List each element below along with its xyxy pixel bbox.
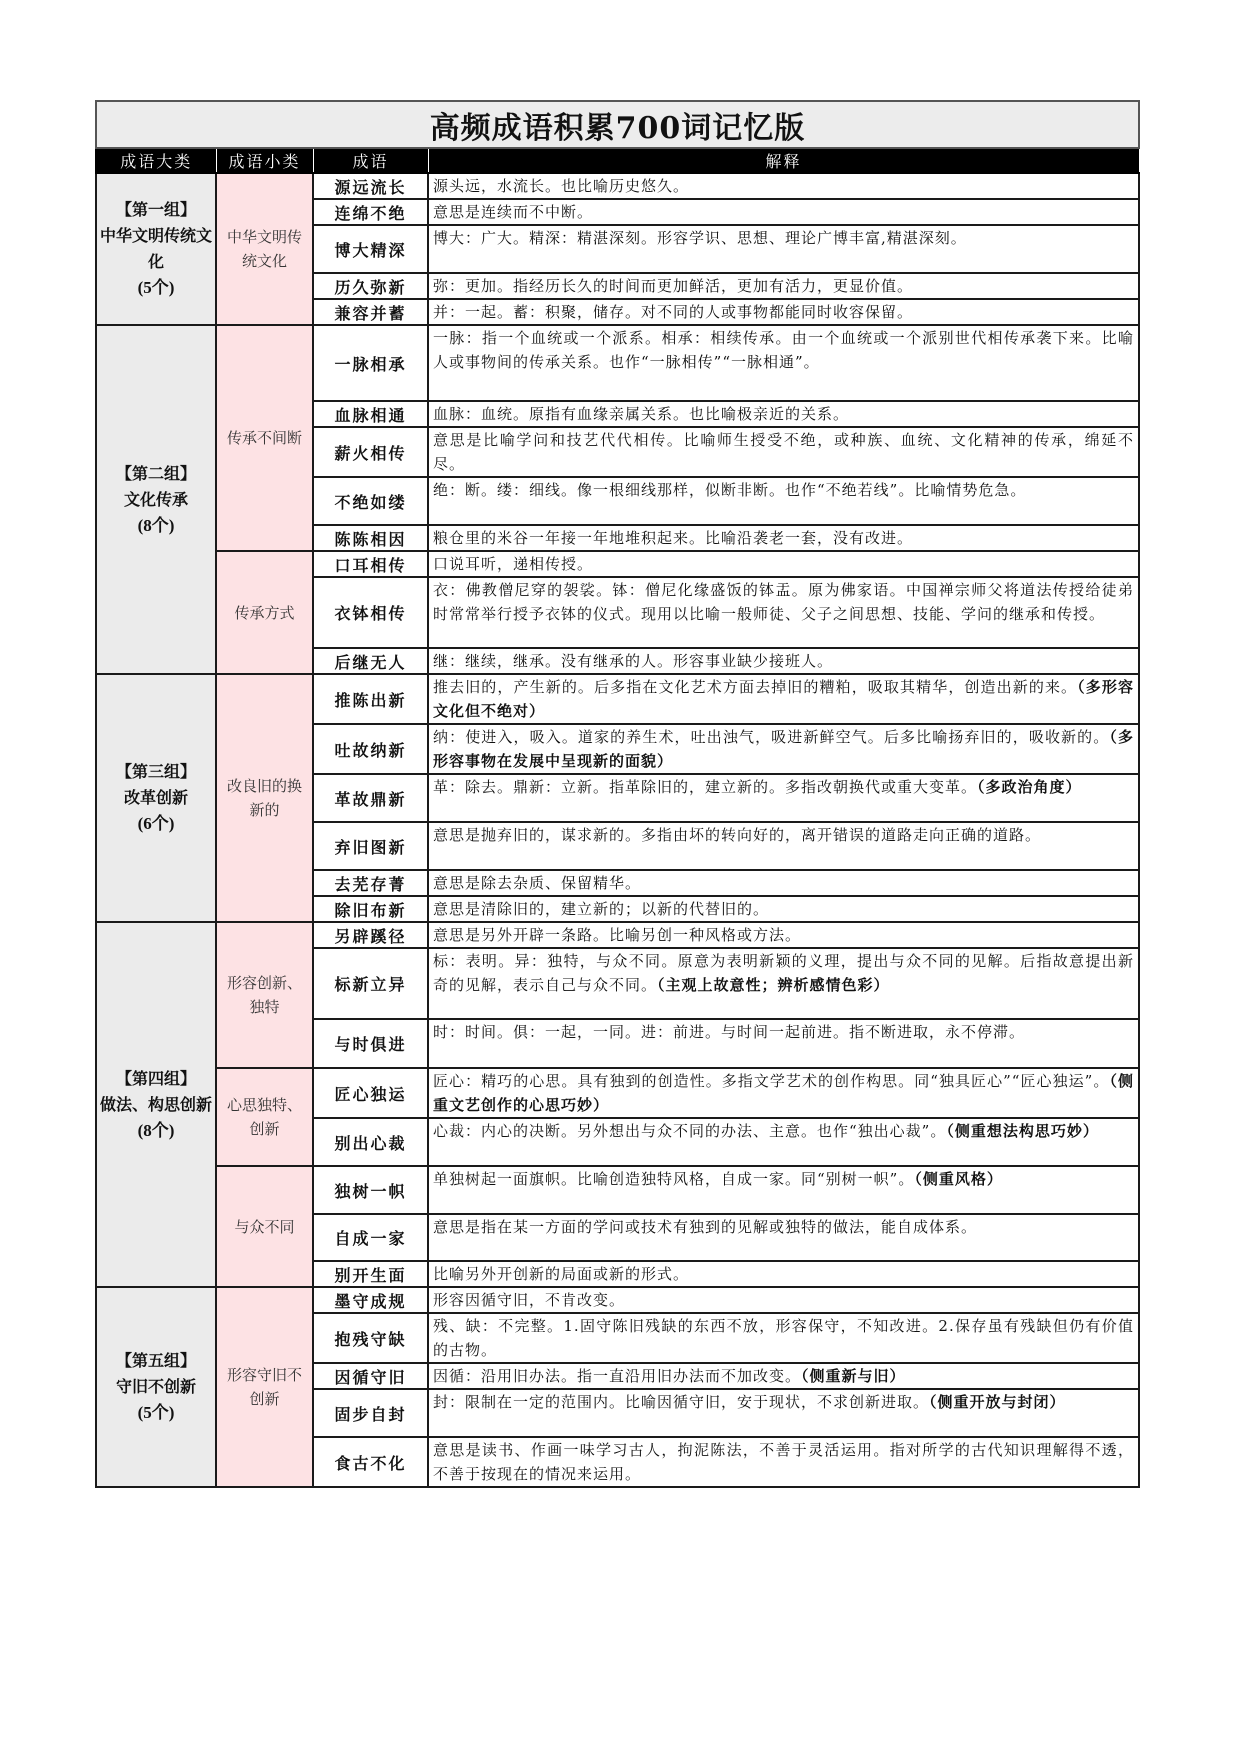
explanation-text: 弥：更加。指经历长久的时间而更加鲜活，更加有活力，更显价值。 (433, 277, 914, 295)
explanation-cell (428, 551, 1139, 577)
subgroup-cell: 形容守旧不创新 (216, 1287, 313, 1487)
explanation-cell (428, 477, 1139, 525)
idiom-cell: 与时俱进 (313, 1019, 428, 1068)
explanation-note: （侧重文艺创作的心思巧妙） (433, 1072, 1134, 1114)
idiom-table (95, 100, 1140, 1488)
explanation-cell (428, 822, 1139, 870)
explanation-text: 推去旧的，产生新的。后多指在文化艺术方面去掉旧的糟粕，吸取其精华，创造出新的来。 (433, 678, 1078, 696)
idiom-cell: 别开生面 (313, 1261, 428, 1287)
column-header-idiom: 成语 (313, 148, 428, 173)
idiom-cell: 源远流长 (313, 173, 428, 199)
subgroup-cell: 与众不同 (216, 1166, 313, 1287)
column-header-subcategory: 成语小类 (216, 148, 313, 173)
column-header-explanation: 解释 (428, 148, 1139, 173)
idiom-cell: 吐故纳新 (313, 724, 428, 774)
group-cell (96, 173, 216, 325)
explanation-cell (428, 273, 1139, 299)
idiom-cell: 别出心裁 (313, 1118, 428, 1166)
explanation-note: （侧重新与旧） (801, 1367, 906, 1385)
explanation-text: 时：时间。俱：一起，一同。进：前进。与时间一起前进。指不断进取，永不停滞。 (433, 1023, 1026, 1041)
explanation-text: 血脉：血统。原指有血缘亲属关系。也比喻极亲近的关系。 (433, 405, 850, 423)
table-row (96, 674, 1139, 724)
explanation-note: （多形容文化但不绝对） (433, 678, 1134, 720)
explanation-text: 一脉：指一个血统或一个派系。相承：相续传承。由一个血统或一个派别世代相传承袭下来。比喻人或事物间的传承关系。也作“一脉相传”“一脉相通”。 (433, 329, 1134, 371)
idiom-cell: 独树一帜 (313, 1166, 428, 1214)
group-cell (96, 325, 216, 674)
table-row (96, 1068, 1139, 1118)
table-row (96, 1166, 1139, 1214)
table-row (96, 922, 1139, 948)
table-row (96, 325, 1139, 401)
idiom-cell: 另辟蹊径 (313, 922, 428, 948)
idiom-cell: 一脉相承 (313, 325, 428, 401)
group-cell (96, 674, 216, 922)
explanation-note: （多政治角度） (977, 778, 1082, 796)
idiom-cell: 除旧布新 (313, 896, 428, 922)
idiom-cell: 血脉相通 (313, 401, 428, 427)
group-label: 【第三组】 (115, 762, 196, 781)
idiom-cell: 匠心独运 (313, 1068, 428, 1118)
explanation-cell (428, 401, 1139, 427)
idiom-cell: 抱残守缺 (313, 1313, 428, 1363)
group-label: 【第五组】 (115, 1351, 196, 1370)
group-name: 做法、构思创新 (99, 1094, 212, 1114)
explanation-text: 口说耳听，递相传授。 (433, 555, 594, 573)
idiom-cell: 标新立异 (313, 948, 428, 1019)
explanation-cell (428, 922, 1139, 948)
explanation-text: 意思是另外开辟一条路。比喻另创一种风格或方法。 (433, 926, 802, 944)
explanation-text: 源头远，水流长。也比喻历史悠久。 (433, 177, 690, 195)
explanation-cell (428, 1389, 1139, 1437)
explanation-cell (428, 427, 1139, 477)
explanation-text: 因循：沿用旧办法。指一直沿用旧办法而不加改变。 (433, 1367, 802, 1385)
idiom-cell: 历久弥新 (313, 273, 428, 299)
table-body (96, 173, 1139, 1487)
group-name: 文化传承 (123, 489, 188, 509)
idiom-cell: 不绝如缕 (313, 477, 428, 525)
idiom-cell: 固步自封 (313, 1389, 428, 1437)
explanation-text: 心裁：内心的决断。另外想出与众不同的办法、主意。也作“独出心裁”。 (433, 1122, 947, 1140)
group-name: 守旧不创新 (115, 1377, 196, 1396)
explanation-cell (428, 1363, 1139, 1389)
idiom-cell: 去芜存菁 (313, 870, 428, 896)
explanation-text: 博大：广大。精深：精湛深刻。形容学识、思想、理论广博丰富,精湛深刻。 (433, 229, 967, 247)
explanation-note: （主观上故意性；辨析感情色彩） (657, 976, 890, 994)
explanation-cell (428, 774, 1139, 822)
explanation-text: 匠心：精巧的心思。具有独到的创造性。多指文学艺术的创作构思。同“独具匠心”“匠心独运”。 (433, 1072, 1110, 1090)
subgroup-cell: 中华文明传统文化 (216, 173, 313, 325)
idiom-cell: 革故鼎新 (313, 774, 428, 822)
explanation-cell (428, 1261, 1139, 1287)
group-count: (8个) (137, 1120, 175, 1140)
group-label: 【第四组】 (115, 1068, 196, 1088)
explanation-cell (428, 896, 1139, 922)
explanation-text: 纳：使进入，吸入。道家的养生术，吐出浊气，吸进新鲜空气。后多比喻扬弃旧的，吸收新的。 (433, 728, 1110, 746)
explanation-text: 比喻另外开创新的局面或新的形式。 (433, 1265, 690, 1283)
group-label: 【第二组】 (115, 463, 196, 483)
explanation-text: 继：继续，继承。没有继承的人。形容事业缺少接班人。 (433, 652, 834, 670)
explanation-text: 意思是读书、作画一味学习古人，拘泥陈法，不善于灵活运用。指对所学的古代知识理解得不透，不善于按现在的情况来运用。 (433, 1441, 1134, 1483)
explanation-cell (428, 724, 1139, 774)
explanation-cell (428, 525, 1139, 551)
explanation-text: 意思是连续而不中断。 (433, 203, 594, 221)
explanation-cell (428, 299, 1139, 325)
idiom-cell: 博大精深 (313, 225, 428, 273)
group-count: (8个) (137, 515, 175, 535)
explanation-cell (428, 325, 1139, 401)
explanation-text: 单独树起一面旗帜。比喻创造独特风格，自成一家。同“别树一帜”。 (433, 1170, 915, 1188)
explanation-cell (428, 1118, 1139, 1166)
group-cell (96, 922, 216, 1287)
idiom-cell: 墨守成规 (313, 1287, 428, 1313)
explanation-note: （侧重风格） (914, 1170, 1003, 1188)
idiom-cell: 食古不化 (313, 1437, 428, 1487)
explanation-text: 意思是抛弃旧的，谋求新的。多指由坏的转向好的，离开错误的道路走向正确的道路。 (433, 826, 1042, 844)
explanation-note: （侧重开放与封闭） (929, 1393, 1066, 1411)
table-row (96, 173, 1139, 199)
subgroup-cell: 心思独特、创新 (216, 1068, 313, 1166)
explanation-note: （多形容事物在发展中呈现新的面貌） (433, 728, 1134, 770)
idiom-cell: 兼容并蓄 (313, 299, 428, 325)
explanation-text: 衣：佛教僧尼穿的袈裟。钵：僧尼化缘盛饭的钵盂。原为佛家语。中国禅宗师父将道法传授给徒弟时常常举行授予衣钵的仪式。现用以比喻一般师徒、父子之间思想、技能、学问的继承和传授。 (433, 581, 1134, 623)
subgroup-cell: 改良旧的换新的 (216, 674, 313, 922)
subgroup-cell: 形容创新、独特 (216, 922, 313, 1068)
explanation-cell (428, 1214, 1139, 1261)
explanation-cell (428, 948, 1139, 1019)
explanation-text: 意思是比喻学问和技艺代代相传。比喻师生授受不绝，或种族、血统、文化精神的传承，绵延不尽。 (433, 431, 1134, 473)
explanation-text: 革：除去。鼎新：立新。指革除旧的，建立新的。多指改朝换代或重大变革。 (433, 778, 978, 796)
page-title: 高频成语积累700词记忆版 (96, 101, 1139, 148)
group-count: (5个) (137, 1403, 175, 1422)
group-cell (96, 1287, 216, 1487)
idiom-cell: 推陈出新 (313, 674, 428, 724)
table-row (96, 551, 1139, 577)
idiom-cell: 弃旧图新 (313, 822, 428, 870)
idiom-cell: 连绵不绝 (313, 199, 428, 225)
idiom-cell: 口耳相传 (313, 551, 428, 577)
group-label: 【第一组】 (115, 200, 196, 219)
explanation-cell (428, 225, 1139, 273)
explanation-cell (428, 577, 1139, 648)
explanation-cell (428, 1019, 1139, 1068)
explanation-cell (428, 870, 1139, 896)
explanation-text: 意思是除去杂质、保留精华。 (433, 874, 642, 892)
idiom-cell: 自成一家 (313, 1214, 428, 1261)
explanation-text: 粮仓里的米谷一年接一年地堆积起来。比喻沿袭老一套，没有改进。 (433, 529, 914, 547)
explanation-cell (428, 1166, 1139, 1214)
explanation-text: 残、缺：不完整。1.固守陈旧残缺的东西不放，形容保守，不知改进。2.保存虽有残缺但仍有价值的古物。 (433, 1317, 1134, 1359)
explanation-cell (428, 1437, 1139, 1487)
explanation-note: （侧重想法构思巧妙） (946, 1122, 1099, 1140)
group-name: 中华文明传统文化 (99, 226, 212, 271)
explanation-text: 标：表明。异：独特，与众不同。原意为表明新颖的义理，提出与众不同的见解。后指故意提出新奇的见解，表示自己与众不同。 (433, 952, 1134, 994)
idiom-cell: 薪火相传 (313, 427, 428, 477)
table-header-row (96, 148, 1139, 173)
explanation-cell (428, 1313, 1139, 1363)
explanation-cell (428, 173, 1139, 199)
idiom-cell: 后继无人 (313, 648, 428, 674)
explanation-text: 形容因循守旧，不肯改变。 (433, 1291, 626, 1309)
explanation-cell (428, 648, 1139, 674)
explanation-cell (428, 199, 1139, 225)
subgroup-cell: 传承方式 (216, 551, 313, 674)
explanation-cell (428, 674, 1139, 724)
explanation-cell (428, 1068, 1139, 1118)
explanation-text: 并：一起。蓄：积聚，储存。对不同的人或事物都能同时收容保留。 (433, 303, 914, 321)
idiom-cell: 陈陈相因 (313, 525, 428, 551)
table-row (96, 1287, 1139, 1313)
idiom-sheet (95, 100, 1138, 1488)
explanation-cell (428, 1287, 1139, 1313)
explanation-text: 意思是指在某一方面的学问或技术有独到的见解或独特的做法，能自成体系。 (433, 1218, 978, 1236)
subgroup-cell: 传承不间断 (216, 325, 313, 551)
group-count: (5个) (137, 278, 175, 297)
explanation-text: 绝：断。缕：细线。像一根细线那样，似断非断。也作“不绝若线”。比喻情势危急。 (433, 481, 1027, 499)
group-name: 改革创新 (123, 788, 188, 807)
explanation-text: 意思是清除旧的，建立新的；以新的代替旧的。 (433, 900, 770, 918)
explanation-text: 封：限制在一定的范围内。比喻因循守旧，安于现状，不求创新进取。 (433, 1393, 930, 1411)
column-header-category: 成语大类 (96, 148, 216, 173)
group-count: (6个) (137, 814, 175, 833)
idiom-cell: 衣钵相传 (313, 577, 428, 648)
idiom-cell: 因循守旧 (313, 1363, 428, 1389)
